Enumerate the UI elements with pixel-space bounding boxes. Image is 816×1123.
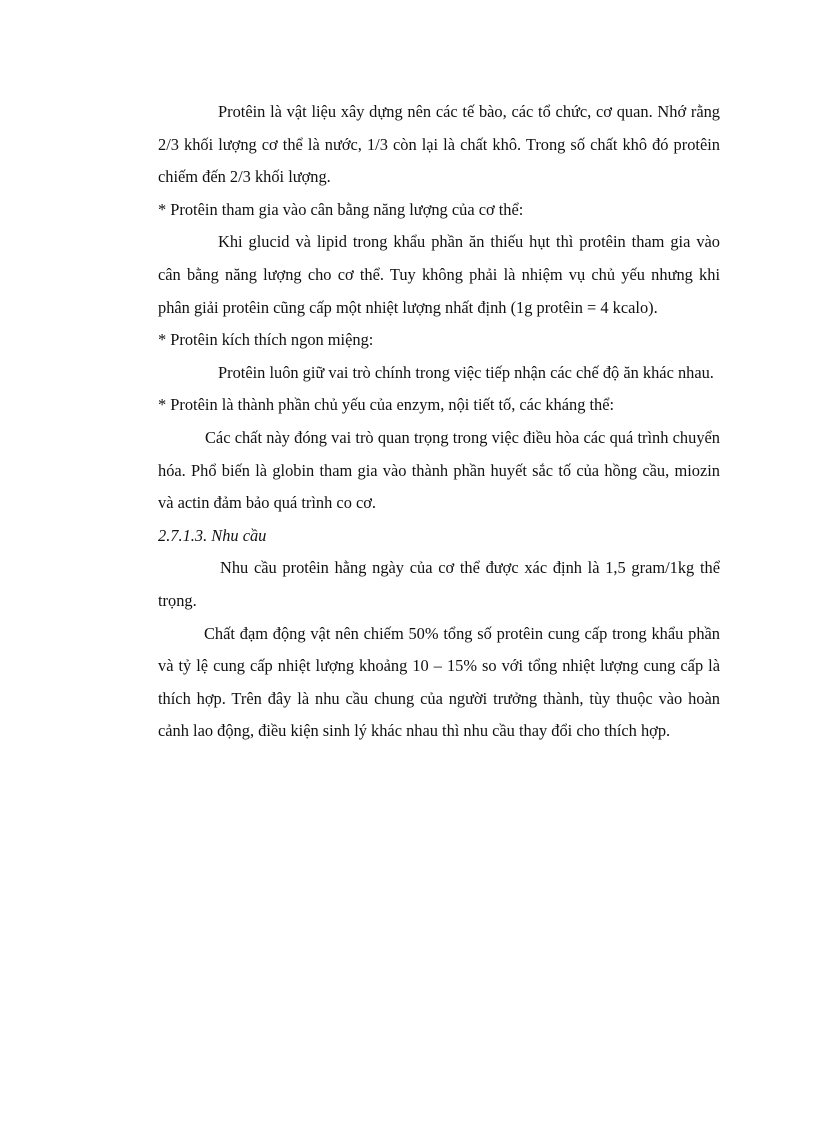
- paragraph-appetite: Protêin luôn giữ vai trò chính trong việc tiếp nhận các chế độ ăn khác nhau.: [218, 362, 714, 382]
- bullet-enzymes-hormones: * Protêin là thành phần chủ yếu của enzym, nội tiết tố, các kháng thể:: [158, 395, 615, 415]
- bullet-appetite: * Protêin kích thích ngon miệng:: [158, 330, 374, 350]
- paragraph-enzymes-hormones: Các chất này đóng vai trò quan trọng trong việc điều hòa các quá trình chuyển hóa. Phổ biến là globin tham gia vào thành phần huyết sắc tố của hồng cầu, miozin và actin đảm bảo quá trình co cơ.: [158, 427, 720, 513]
- bullet-energy-balance: * Protêin tham gia vào cân bằng năng lượng của cơ thể:: [158, 199, 524, 219]
- document-page: [158, 96, 720, 748]
- paragraph-protein-building-material: Protêin là vật liệu xây dựng nên các tế bào, các tổ chức, cơ quan. Nhớ rằng 2/3 khối lượng cơ thể là nước, 1/3 còn lại là chất khô. Trong số chất khô đó protêin chiếm đến 2/3 khối lượng.: [158, 102, 720, 187]
- paragraph-energy-balance: Khi glucid và lipid trong khẩu phần ăn thiếu hụt thì protêin tham gia vào cân bằng năng lượng cho cơ thể. Tuy không phải là nhiệm vụ chủ yếu nhưng khi phân giải protêin cũng cấp một nhiệt lượng nhất định (1g protêin = 4 kcalo).: [158, 232, 720, 317]
- paragraph-animal-protein: Chất đạm động vật nên chiếm 50% tổng số protêin cung cấp trong khẩu phần và tỷ lệ cung cấp nhiệt lượng khoảng 10 – 15% so với tổng nhiệt lượng cung cấp là thích hợp. Trên đây là nhu cầu chung của người trưởng thành, tùy thuộc vào hoàn cảnh lao động, điều kiện sinh lý khác nhau thì nhu cầu thay đổi cho thích hợp.: [158, 623, 720, 741]
- section-heading-nhu-cau: 2.7.1.3. Nhu cầu: [158, 525, 267, 545]
- paragraph-daily-requirement: Nhu cầu protêin hằng ngày của cơ thể được xác định là 1,5 gram/1kg thể trọng.: [158, 558, 720, 610]
